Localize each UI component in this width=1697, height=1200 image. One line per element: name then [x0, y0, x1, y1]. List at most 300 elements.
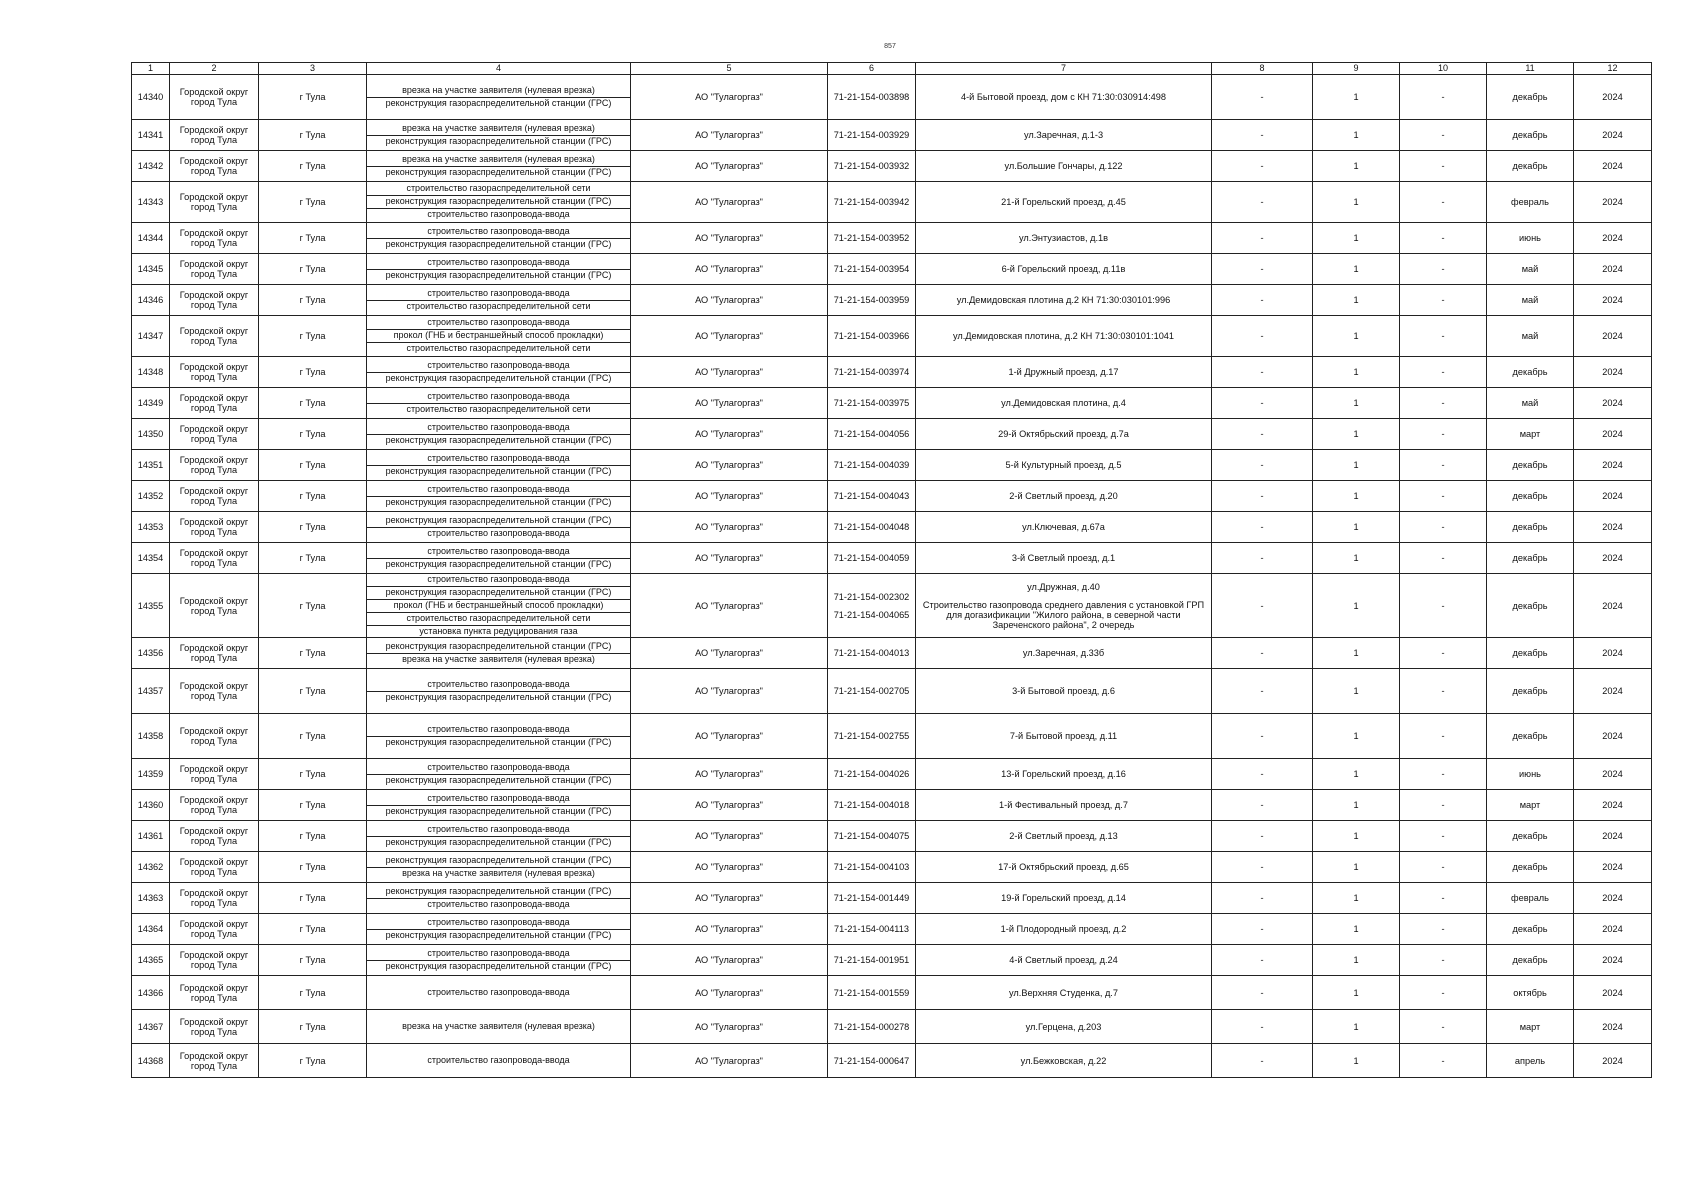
- year-cell: 2024: [1574, 419, 1652, 450]
- municipality-cell: Городской округ город Тула: [170, 790, 259, 821]
- organization-cell: АО "Тулагоргаз": [631, 759, 828, 790]
- work-type: строительство газораспределительной сети: [367, 613, 630, 626]
- work-type: строительство газопровода-ввода: [367, 824, 630, 837]
- work-type: строительство газопровода-ввода: [367, 793, 630, 806]
- work-type: строительство газопровода-ввода: [367, 484, 630, 497]
- application-code: 71-21-154-003932: [833, 160, 910, 171]
- col8-cell: -: [1212, 1044, 1313, 1078]
- object-address: ул.Заречная, д.33б: [1022, 648, 1105, 659]
- municipality-cell: Городской округ город Тула: [170, 512, 259, 543]
- work-type: строительство газопровода-ввода: [427, 527, 570, 538]
- work-type: реконструкция газораспределительной станции (ГРС): [385, 736, 612, 747]
- works-cell: [367, 151, 631, 182]
- table-row: [132, 151, 1652, 182]
- year-cell: 2024: [1574, 821, 1652, 852]
- quantity-cell: 1: [1313, 714, 1400, 759]
- col10-cell: -: [1400, 574, 1487, 638]
- col10-cell: -: [1400, 388, 1487, 419]
- work-type: строительство газораспределительной сети: [367, 183, 630, 196]
- works-cell: [367, 223, 631, 254]
- record-number: 14361: [132, 821, 170, 852]
- code-cell: [828, 759, 916, 790]
- application-code: 71-21-154-003898: [833, 91, 910, 102]
- works-cell: [367, 574, 631, 638]
- municipality-cell: Городской округ город Тула: [170, 223, 259, 254]
- municipality-cell: Городской округ город Тула: [170, 574, 259, 638]
- organization-cell: АО "Тулагоргаз": [631, 120, 828, 151]
- works-cell: [367, 945, 631, 976]
- city-cell: г Тула: [259, 714, 367, 759]
- work-type: строительство газопровода-ввода: [367, 317, 630, 330]
- month-cell: декабрь: [1487, 450, 1574, 481]
- works-cell: [367, 821, 631, 852]
- address-cell: [916, 254, 1212, 285]
- work-type: реконструкция газораспределительной станции (ГРС): [385, 558, 612, 569]
- organization-cell: АО "Тулагоргаз": [631, 914, 828, 945]
- object-address: ул.Бежковская, д.22: [1020, 1055, 1107, 1066]
- col8-cell: -: [1212, 151, 1313, 182]
- object-address: 4-й Светлый проезд, д.24: [1009, 955, 1118, 966]
- work-type: реконструкция газораспределительной станции (ГРС): [385, 238, 612, 249]
- year-cell: 2024: [1574, 1044, 1652, 1078]
- col10-cell: -: [1400, 669, 1487, 714]
- code-cell: [828, 419, 916, 450]
- month-cell: декабрь: [1487, 512, 1574, 543]
- object-address: 7-й Бытовой проезд, д.11: [1009, 731, 1118, 742]
- work-type: реконструкция газораспределительной станции (ГРС): [385, 166, 612, 177]
- col8-cell: -: [1212, 419, 1313, 450]
- work-type: реконструкция газораспределительной станции (ГРС): [367, 855, 630, 868]
- table-body: [132, 75, 1652, 1078]
- object-address: ул.Дружная, д.40: [1027, 581, 1100, 592]
- work-type: реконструкция газораспределительной станции (ГРС): [385, 97, 612, 108]
- code-cell: [828, 821, 916, 852]
- application-code: 71-21-154-003974: [833, 366, 910, 377]
- code-cell: [828, 714, 916, 759]
- quantity-cell: 1: [1313, 638, 1400, 669]
- municipality-cell: Городской округ город Тула: [170, 945, 259, 976]
- month-cell: май: [1487, 316, 1574, 357]
- work-type: прокол (ГНБ и бестраншейный способ прокладки): [367, 330, 630, 343]
- col8-cell: -: [1212, 790, 1313, 821]
- month-cell: апрель: [1487, 1044, 1574, 1078]
- organization-cell: АО "Тулагоргаз": [631, 883, 828, 914]
- quantity-cell: 1: [1313, 852, 1400, 883]
- municipality-cell: Городской округ город Тула: [170, 669, 259, 714]
- record-number: 14346: [132, 285, 170, 316]
- code-cell: [828, 120, 916, 151]
- object-address: 19-й Горельский проезд, д.14: [1001, 893, 1126, 904]
- work-type: строительство газораспределительной сети: [406, 342, 591, 353]
- work-type: строительство газораспределительной сети: [406, 403, 591, 414]
- column-header: 10: [1400, 63, 1487, 75]
- table-row: [132, 638, 1652, 669]
- table-row: [132, 357, 1652, 388]
- col8-cell: -: [1212, 669, 1313, 714]
- year-cell: 2024: [1574, 852, 1652, 883]
- address-cell: [916, 481, 1212, 512]
- year-cell: 2024: [1574, 574, 1652, 638]
- city-cell: г Тула: [259, 1044, 367, 1078]
- city-cell: г Тула: [259, 945, 367, 976]
- work-type: реконструкция газораспределительной станции (ГРС): [367, 641, 630, 654]
- address-cell: [916, 914, 1212, 945]
- table-row: [132, 759, 1652, 790]
- col8-cell: -: [1212, 821, 1313, 852]
- quantity-cell: 1: [1313, 120, 1400, 151]
- code-cell: [828, 790, 916, 821]
- quantity-cell: 1: [1313, 512, 1400, 543]
- record-number: 14340: [132, 75, 170, 120]
- table-row: [132, 945, 1652, 976]
- table-row: [132, 1010, 1652, 1044]
- application-code: 71-21-154-004039: [833, 459, 910, 470]
- works-cell: [367, 714, 631, 759]
- municipality-cell: Городской округ город Тула: [170, 914, 259, 945]
- address-cell: [916, 821, 1212, 852]
- city-cell: г Тула: [259, 316, 367, 357]
- city-cell: г Тула: [259, 543, 367, 574]
- city-cell: г Тула: [259, 75, 367, 120]
- application-code: 71-21-154-001449: [833, 893, 910, 904]
- col10-cell: -: [1400, 450, 1487, 481]
- work-type: строительство газопровода-ввода: [367, 288, 630, 301]
- quantity-cell: 1: [1313, 316, 1400, 357]
- year-cell: 2024: [1574, 316, 1652, 357]
- table-row: [132, 419, 1652, 450]
- city-cell: г Тула: [259, 182, 367, 223]
- col8-cell: -: [1212, 285, 1313, 316]
- col10-cell: -: [1400, 120, 1487, 151]
- object-address: ул.Герцена, д.203: [1025, 1021, 1102, 1032]
- city-cell: г Тула: [259, 481, 367, 512]
- work-type: врезка на участке заявителя (нулевая врезка): [367, 85, 630, 98]
- table-row: [132, 512, 1652, 543]
- work-type: установка пункта редуцирования газа: [419, 625, 578, 636]
- table-row: [132, 223, 1652, 254]
- col10-cell: -: [1400, 543, 1487, 574]
- application-code: 71-21-154-001559: [833, 987, 910, 998]
- month-cell: май: [1487, 285, 1574, 316]
- col10-cell: -: [1400, 1010, 1487, 1044]
- code-cell: [828, 450, 916, 481]
- organization-cell: АО "Тулагоргаз": [631, 945, 828, 976]
- quantity-cell: 1: [1313, 450, 1400, 481]
- record-number: 14349: [132, 388, 170, 419]
- city-cell: г Тула: [259, 450, 367, 481]
- municipality-cell: Городской округ город Тула: [170, 316, 259, 357]
- work-type: реконструкция газораспределительной станции (ГРС): [367, 196, 630, 209]
- table-row: [132, 914, 1652, 945]
- record-number: 14363: [132, 883, 170, 914]
- works-cell: [367, 1010, 631, 1044]
- municipality-cell: Городской округ город Тула: [170, 151, 259, 182]
- application-code: 71-21-154-004103: [833, 862, 910, 873]
- municipality-cell: Городской округ город Тула: [170, 1044, 259, 1078]
- city-cell: г Тула: [259, 388, 367, 419]
- application-code: 71-21-154-004075: [833, 831, 910, 842]
- works-cell: [367, 285, 631, 316]
- record-number: 14351: [132, 450, 170, 481]
- municipality-cell: Городской округ город Тула: [170, 638, 259, 669]
- year-cell: 2024: [1574, 759, 1652, 790]
- address-cell: [916, 945, 1212, 976]
- work-type: строительство газопровода-ввода: [367, 422, 630, 435]
- code-cell: [828, 388, 916, 419]
- address-cell: [916, 120, 1212, 151]
- table-row: [132, 883, 1652, 914]
- code-cell: [828, 481, 916, 512]
- works-cell: [367, 419, 631, 450]
- works-cell: [367, 357, 631, 388]
- month-cell: декабрь: [1487, 852, 1574, 883]
- municipality-cell: Городской округ город Тула: [170, 357, 259, 388]
- col8-cell: -: [1212, 75, 1313, 120]
- address-cell: [916, 638, 1212, 669]
- record-number: 14368: [132, 1044, 170, 1078]
- work-type: реконструкция газораспределительной станции (ГРС): [385, 269, 612, 280]
- works-cell: [367, 512, 631, 543]
- table-row: [132, 669, 1652, 714]
- city-cell: г Тула: [259, 151, 367, 182]
- month-cell: декабрь: [1487, 543, 1574, 574]
- city-cell: г Тула: [259, 914, 367, 945]
- record-number: 14365: [132, 945, 170, 976]
- work-type: строительство газопровода-ввода: [367, 917, 630, 930]
- municipality-cell: Городской округ город Тула: [170, 450, 259, 481]
- application-code: 71-21-154-000278: [833, 1021, 910, 1032]
- col8-cell: -: [1212, 223, 1313, 254]
- month-cell: декабрь: [1487, 481, 1574, 512]
- application-code: 71-21-154-000647: [833, 1055, 910, 1066]
- address-cell: [916, 543, 1212, 574]
- city-cell: г Тула: [259, 357, 367, 388]
- quantity-cell: 1: [1313, 1044, 1400, 1078]
- address-cell: [916, 574, 1212, 638]
- address-cell: [916, 388, 1212, 419]
- city-cell: г Тула: [259, 669, 367, 714]
- work-type: реконструкция газораспределительной станции (ГРС): [367, 587, 630, 600]
- record-number: 14359: [132, 759, 170, 790]
- quantity-cell: 1: [1313, 945, 1400, 976]
- register-table: [131, 62, 1652, 1078]
- organization-cell: АО "Тулагоргаз": [631, 543, 828, 574]
- table-row: [132, 714, 1652, 759]
- year-cell: 2024: [1574, 543, 1652, 574]
- object-address: 29-й Октябрьский проезд, д.7а: [998, 428, 1129, 439]
- city-cell: г Тула: [259, 223, 367, 254]
- application-code: 71-21-154-004048: [833, 521, 910, 532]
- work-type: строительство газопровода-ввода: [367, 391, 630, 404]
- application-code: 71-21-154-004113: [834, 924, 909, 935]
- application-code: 71-21-154-004026: [833, 769, 910, 780]
- object-address: ул.Большие Гончары, д.122: [1004, 160, 1123, 171]
- col10-cell: -: [1400, 714, 1487, 759]
- organization-cell: АО "Тулагоргаз": [631, 512, 828, 543]
- organization-cell: АО "Тулагоргаз": [631, 821, 828, 852]
- object-address: Строительство газопровода среднего давления с установкой ГРП для догазификации "Жилого района, в северной части Зареченского района", 2 очередь: [922, 599, 1205, 630]
- year-cell: 2024: [1574, 1010, 1652, 1044]
- month-cell: май: [1487, 254, 1574, 285]
- work-type: врезка на участке заявителя (нулевая врезка): [367, 123, 630, 136]
- work-type: строительство газопровода-ввода: [367, 762, 630, 775]
- work-type: строительство газопровода-ввода: [427, 898, 570, 909]
- city-cell: г Тула: [259, 1010, 367, 1044]
- quantity-cell: 1: [1313, 388, 1400, 419]
- col8-cell: -: [1212, 120, 1313, 151]
- record-number: 14347: [132, 316, 170, 357]
- works-cell: [367, 450, 631, 481]
- city-cell: г Тула: [259, 883, 367, 914]
- works-cell: [367, 254, 631, 285]
- work-type: врезка на участке заявителя (нулевая врезка): [402, 653, 595, 664]
- work-type: строительство газопровода-ввода: [367, 724, 630, 737]
- object-address: ул.Ключевая, д.67а: [1022, 521, 1105, 532]
- col10-cell: -: [1400, 285, 1487, 316]
- application-code: 71-21-154-002302: [833, 591, 910, 602]
- record-number: 14353: [132, 512, 170, 543]
- year-cell: 2024: [1574, 669, 1652, 714]
- municipality-cell: Городской округ город Тула: [170, 821, 259, 852]
- work-type: реконструкция газораспределительной станции (ГРС): [385, 465, 612, 476]
- work-type: строительство газопровода-ввода: [367, 948, 630, 961]
- column-header: 1: [132, 63, 170, 75]
- application-code: 71-21-154-004043: [833, 490, 910, 501]
- table-row: [132, 182, 1652, 223]
- quantity-cell: 1: [1313, 285, 1400, 316]
- col8-cell: -: [1212, 316, 1313, 357]
- address-cell: [916, 285, 1212, 316]
- object-address: 17-й Октябрьский проезд, д.65: [998, 862, 1129, 873]
- col8-cell: -: [1212, 976, 1313, 1010]
- organization-cell: АО "Тулагоргаз": [631, 669, 828, 714]
- code-cell: [828, 182, 916, 223]
- works-cell: [367, 316, 631, 357]
- object-address: 4-й Бытовой проезд, дом с КН 71:30:030914:498: [961, 91, 1166, 102]
- table-row: [132, 821, 1652, 852]
- application-code: 71-21-154-004056: [833, 428, 910, 439]
- month-cell: июнь: [1487, 759, 1574, 790]
- organization-cell: АО "Тулагоргаз": [631, 419, 828, 450]
- col10-cell: -: [1400, 914, 1487, 945]
- month-cell: декабрь: [1487, 151, 1574, 182]
- works-cell: [367, 883, 631, 914]
- city-cell: г Тула: [259, 790, 367, 821]
- organization-cell: АО "Тулагоргаз": [631, 285, 828, 316]
- year-cell: 2024: [1574, 151, 1652, 182]
- city-cell: г Тула: [259, 512, 367, 543]
- works-cell: [367, 638, 631, 669]
- year-cell: 2024: [1574, 714, 1652, 759]
- col8-cell: -: [1212, 714, 1313, 759]
- code-cell: [828, 223, 916, 254]
- record-number: 14352: [132, 481, 170, 512]
- work-type: врезка на участке заявителя (нулевая врезка): [402, 1021, 595, 1031]
- works-cell: [367, 914, 631, 945]
- works-cell: [367, 759, 631, 790]
- table-row: [132, 1044, 1652, 1078]
- application-code: 71-21-154-004059: [833, 552, 910, 563]
- column-header: 12: [1574, 63, 1652, 75]
- works-cell: [367, 1044, 631, 1078]
- col8-cell: -: [1212, 1010, 1313, 1044]
- table-row: [132, 574, 1652, 638]
- col8-cell: -: [1212, 759, 1313, 790]
- col10-cell: -: [1400, 1044, 1487, 1078]
- address-cell: [916, 976, 1212, 1010]
- application-code: 71-21-154-004013: [833, 648, 910, 659]
- col8-cell: -: [1212, 945, 1313, 976]
- organization-cell: АО "Тулагоргаз": [631, 574, 828, 638]
- code-cell: [828, 357, 916, 388]
- work-type: строительство газопровода-ввода: [367, 679, 630, 692]
- organization-cell: АО "Тулагоргаз": [631, 1010, 828, 1044]
- organization-cell: АО "Тулагоргаз": [631, 450, 828, 481]
- record-number: 14362: [132, 852, 170, 883]
- col10-cell: -: [1400, 151, 1487, 182]
- table-row: [132, 75, 1652, 120]
- works-cell: [367, 388, 631, 419]
- organization-cell: АО "Тулагоргаз": [631, 223, 828, 254]
- year-cell: 2024: [1574, 450, 1652, 481]
- object-address: ул.Демидовская плотина, д.2 КН 71:30:030101:1041: [952, 330, 1175, 341]
- work-type: реконструкция газораспределительной станции (ГРС): [385, 774, 612, 785]
- organization-cell: АО "Тулагоргаз": [631, 976, 828, 1010]
- code-cell: [828, 669, 916, 714]
- month-cell: март: [1487, 790, 1574, 821]
- organization-cell: АО "Тулагоргаз": [631, 388, 828, 419]
- column-header: 6: [828, 63, 916, 75]
- object-address: ул.Заречная, д.1-3: [1023, 129, 1104, 140]
- address-cell: [916, 1010, 1212, 1044]
- col8-cell: -: [1212, 574, 1313, 638]
- work-type: строительство газопровода-ввода: [367, 360, 630, 373]
- record-number: 14358: [132, 714, 170, 759]
- application-code: 71-21-154-001951: [833, 955, 910, 966]
- table-row: [132, 543, 1652, 574]
- record-number: 14341: [132, 120, 170, 151]
- quantity-cell: 1: [1313, 182, 1400, 223]
- month-cell: февраль: [1487, 883, 1574, 914]
- object-address: 21-й Горельский проезд, д.45: [1001, 196, 1126, 207]
- record-number: 14357: [132, 669, 170, 714]
- work-type: врезка на участке заявителя (нулевая врезка): [402, 867, 595, 878]
- address-cell: [916, 883, 1212, 914]
- address-cell: [916, 182, 1212, 223]
- col8-cell: -: [1212, 914, 1313, 945]
- organization-cell: АО "Тулагоргаз": [631, 151, 828, 182]
- organization-cell: АО "Тулагоргаз": [631, 254, 828, 285]
- work-type: реконструкция газораспределительной станции (ГРС): [385, 691, 612, 702]
- column-header: 3: [259, 63, 367, 75]
- object-address: 1-й Плодородный проезд, д.2: [1000, 924, 1127, 935]
- works-cell: [367, 120, 631, 151]
- col10-cell: -: [1400, 759, 1487, 790]
- record-number: 14350: [132, 419, 170, 450]
- record-number: 14344: [132, 223, 170, 254]
- quantity-cell: 1: [1313, 419, 1400, 450]
- work-type: реконструкция газораспределительной станции (ГРС): [385, 929, 612, 940]
- month-cell: декабрь: [1487, 120, 1574, 151]
- month-cell: декабрь: [1487, 574, 1574, 638]
- address-cell: [916, 759, 1212, 790]
- organization-cell: АО "Тулагоргаз": [631, 852, 828, 883]
- work-type: реконструкция газораспределительной станции (ГРС): [385, 496, 612, 507]
- city-cell: г Тула: [259, 759, 367, 790]
- address-cell: [916, 852, 1212, 883]
- col8-cell: -: [1212, 388, 1313, 419]
- month-cell: декабрь: [1487, 914, 1574, 945]
